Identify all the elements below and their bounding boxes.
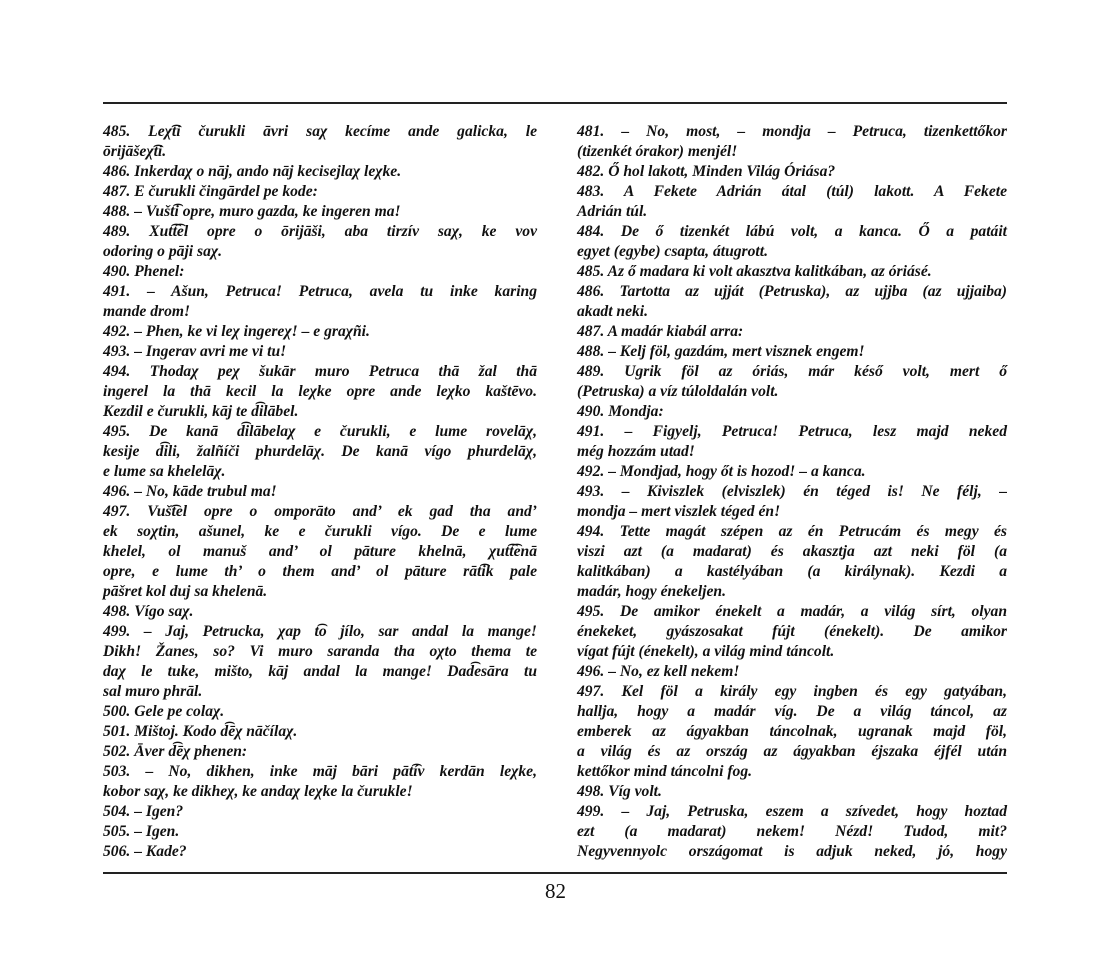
romani-text-line: ek soχtin, ašunel, ke e čurukli vígo. De e lume <box>103 523 537 540</box>
romani-text-line: 496. – No, kāde trubul ma! <box>103 483 277 500</box>
hungarian-text-line: 486. Tartotta az ujját (Petruska), az ujjba (az ujjaiba) <box>577 283 1007 300</box>
hungarian-text-line: akadt neki. <box>577 303 649 320</box>
romani-text-line: 485. Leχ͡ti čurukli āvri saχ kecíme ande galicka, le <box>103 123 537 140</box>
romani-text-line: 499. – Jaj, Petrucka, χap t͡o jílo, sar andal la mange! <box>103 623 537 640</box>
romani-text-line: 501. Mištoj. Kodo d͡ēχ nāčílaχ. <box>103 723 298 740</box>
romani-text-line: kesije d͡ili, žalñíči phurdelāχ. De kanā vígo phurdelāχ, <box>103 443 537 460</box>
romani-text-line: 502. Āver d͡ēχ phenen: <box>103 743 248 760</box>
hungarian-text-line: 481. – No, most, – mondja – Petruca, tizenkettőkor <box>577 123 1007 140</box>
hungarian-text-line: mondja – mert viszlek téged én! <box>577 503 781 520</box>
romani-text-line: 495. De kanā d͡ilābelaχ e čurukli, e lume rovelāχ, <box>103 423 537 440</box>
romani-text-line: 498. Vígo saχ. <box>103 603 194 620</box>
romani-text-line: Dikh! Žanes, so? Vi muro saranda tha oχto thema te <box>103 643 537 660</box>
hungarian-text-line: 496. – No, ez kell nekem! <box>577 663 740 680</box>
romani-text-line: 503. – No, dikhen, inke māj bāri pāt͡ív kerdān leχke, <box>103 763 537 780</box>
hungarian-text-line: 491. – Figyelj, Petruca! Petruca, lesz majd neked <box>577 423 1007 440</box>
hungarian-text-line: Adrián túl. <box>577 203 648 220</box>
romani-text-line: mande drom! <box>103 303 191 320</box>
hungarian-text-line: 492. – Mondjad, hogy őt is hozod! – a kanca. <box>577 463 866 480</box>
hungarian-text-line: Negyvennyolc országomat is adjuk neked, jó, hogy <box>577 843 1007 860</box>
romani-text-line: e lume sa khelelāχ. <box>103 463 226 480</box>
romani-text-line: 486. Inkerdaχ o nāj, ando nāj kecisejlaχ leχke. <box>103 163 402 180</box>
romani-text-line: opre, e lume th’ o them and’ ol pāture rāt͡ik pale <box>103 563 537 580</box>
hungarian-text-line: egyet (egybe) csapta, átugrott. <box>577 243 768 260</box>
hungarian-text-line: 485. Az ő madara ki volt akasztva kalitkában, az óriásé. <box>577 263 932 280</box>
romani-text-line: pāšret kol duj sa khelenā. <box>103 583 268 600</box>
hungarian-text-line: ezt (a madarat) nekem! Nézd! Tudod, mit? <box>577 823 1007 840</box>
hungarian-text-line: 483. A Fekete Adrián átal (túl) lakott. A Fekete <box>577 183 1007 200</box>
romani-text-line: 487. E čurukli čingārdel pe kode: <box>103 183 318 200</box>
romani-text-line: 494. Thodaχ peχ šukār muro Petruca thā žal thā <box>103 363 537 380</box>
hungarian-text-line: 495. De amikor énekelt a madár, a világ sírt, olyan <box>577 603 1007 620</box>
romani-text-line: ōrijāšeχ͡ti. <box>103 143 167 160</box>
hungarian-text-line: emberek az ágyakban táncolnak, ugranak majd föl, <box>577 723 1007 740</box>
romani-text-line: 488. – Vušt͡i opre, muro gazda, ke ingeren ma! <box>103 203 401 220</box>
hungarian-text-line: (Petruska) a víz túloldalán volt. <box>577 383 779 400</box>
romani-text-line: 489. Xut͡t͡el opre o ōrijāši, aba tirzív saχ, ke vov <box>103 223 537 240</box>
hungarian-text-column <box>577 122 1007 862</box>
romani-text-line: 497. Vuš͡tel opre o omporāto and’ ek gad tha and’ <box>103 503 537 520</box>
romani-text-line: 500. Gele pe colaχ. <box>103 703 225 720</box>
hungarian-text-line: 484. De ő tizenkét lábú volt, a kanca. Ő a patáit <box>577 223 1007 240</box>
romani-text-line: ingerel la thā kecil la leχke opre ande leχko kaštēvo. <box>103 383 537 400</box>
romani-text-line: khelel, ol manuš and’ ol pāture khelnā, χut͡t͡enā <box>103 543 537 560</box>
hungarian-text-line: 482. Ő hol lakott, Minden Világ Óriása? <box>577 163 836 180</box>
romani-text-line: 490. Phenel: <box>103 263 185 280</box>
hungarian-text-line: viszi azt (a madarat) és akasztja azt neki föl (a <box>577 543 1007 560</box>
hungarian-text-line: 499. – Jaj, Petruska, eszem a szívedet, hogy hoztad <box>577 803 1007 820</box>
hungarian-text-line: vígat fújt (énekelt), a világ mind táncolt. <box>577 643 835 660</box>
romani-text-line: 505. – Igen. <box>103 823 180 840</box>
hungarian-text-line: 494. Tette magát szépen az én Petrucám és megy és <box>577 523 1007 540</box>
hungarian-text-line: a világ és az ország az ágyakban éjszaka éjfél után <box>577 743 1007 760</box>
page-number: 82 <box>545 879 566 903</box>
hungarian-text-line: énekeket, gyászosakat fújt (énekelt). De amikor <box>577 623 1007 640</box>
romani-text-line: sal muro phrāl. <box>103 683 203 700</box>
hungarian-text-line: kettőkor mind táncolni fog. <box>577 763 753 780</box>
hungarian-text-line: 497. Kel föl a király egy ingben és egy gatyában, <box>577 683 1007 700</box>
hungarian-text-line: 488. – Kelj föl, gazdám, mert visznek engem! <box>577 343 865 360</box>
romani-text-line: kobor saχ, ke dikheχ, ke andaχ leχke la čurukle! <box>103 783 413 800</box>
romani-text-line: daχ le tuke, mišto, kāj andal la mange! Dad͡esāra tu <box>103 663 537 680</box>
hungarian-text-line: 498. Víg volt. <box>577 783 662 800</box>
hungarian-text-line: hallja, hogy a madár víg. De a világ táncol, az <box>577 703 1007 720</box>
romani-text-line: 504. – Igen? <box>103 803 184 820</box>
romani-text-line: 492. – Phen, ke vi leχ ingereχ! – e graχñi. <box>103 323 370 340</box>
top-rule <box>103 102 1007 104</box>
hungarian-text-line: 490. Mondja: <box>577 403 664 420</box>
hungarian-text-line: még hozzám utad! <box>577 443 695 460</box>
hungarian-text-line: 493. – Kiviszlek (elviszlek) én téged is! Ne félj, – <box>577 483 1007 500</box>
romani-text-line: 491. – Ašun, Petruca! Petruca, avela tu inke karing <box>103 283 537 300</box>
romani-text-line: Kezdil e čurukli, kāj te d͡ilābel. <box>103 403 299 420</box>
bottom-rule <box>103 872 1007 874</box>
hungarian-text-line: kalitkában) a kastélyában (a királynak). Kezdi a <box>577 563 1007 580</box>
hungarian-text-line: 489. Ugrik föl az óriás, már késő volt, mert ő <box>577 363 1007 380</box>
romani-text-line: 506. – Kade? <box>103 843 187 860</box>
romani-text-column <box>103 122 537 862</box>
hungarian-text-line: madár, hogy énekeljen. <box>577 583 727 600</box>
hungarian-text-line: 487. A madár kiabál arra: <box>577 323 744 340</box>
romani-text-line: odoring o pāji saχ. <box>103 243 223 260</box>
romani-text-line: 493. – Ingerav avri me vi tu! <box>103 343 287 360</box>
hungarian-text-line: (tizenkét órakor) menjél! <box>577 143 738 160</box>
